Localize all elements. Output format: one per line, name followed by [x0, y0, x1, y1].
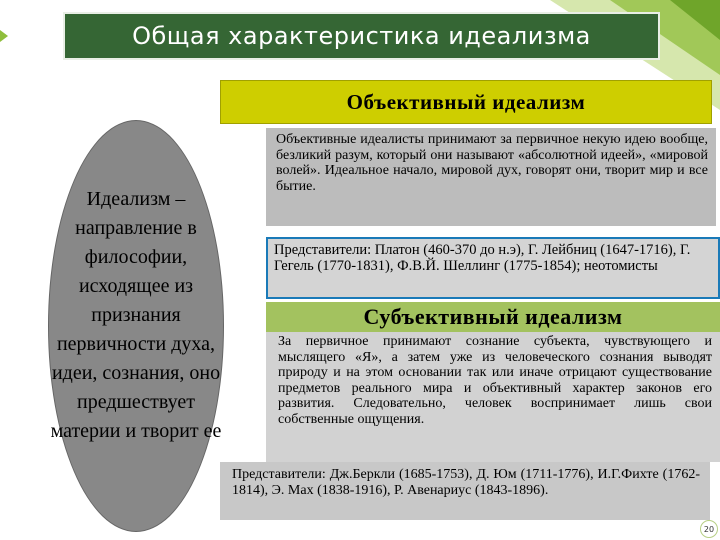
subjective-idealism-description: За первичное принимают сознание субъекта, чувствующего и мыслящего «Я», а затем уже из человеческого сознания выводят природу и на этом основании так или иначе отрицают существование предметов реального мира и объективный характер законов его развития. Следовательно, человек воспринимает лишь свои собственные ощущения.	[266, 332, 720, 462]
objective-idealism-title: Объективный идеализм	[346, 89, 586, 114]
objective-idealism-description: Объективные идеалисты принимают за первичное некую идею вообще, безликий разум, который они называют «абсолютной идеей», «мировой волей». Идеальное начало, мировой дух, говорят они, творит мир и все бытие.	[266, 128, 716, 226]
subjective-idealism-representatives: Представители: Дж.Беркли (1685-1753), Д. Юм (1711-1776), И.Г.Фихте (1762-1814), Э. Мах (1838-1916), Р. Авенариус (1843-1896).	[220, 462, 710, 520]
slide-title: Общая характеристика идеализма	[132, 22, 591, 50]
definition-text: Идеализм – направление в философии, исходящее из признания первичности духа, идеи, сознания, оно предшествует материи и творит ее	[50, 187, 222, 442]
objective-idealism-representatives: Представители: Платон (460-370 до н.э), Г. Лейбниц (1647-1716), Г. Гегель (1770-1831), Ф.В.Й. Шеллинг (1775-1854); неотомисты	[266, 237, 720, 299]
slide-marker-icon	[0, 30, 8, 42]
objective-idealism-header	[220, 80, 712, 124]
subjective-idealism-title: Субъективный идеализм	[363, 304, 623, 329]
subjective-idealism-header	[266, 302, 720, 332]
page-number: 20	[700, 520, 718, 538]
slide-title-bar	[63, 12, 660, 60]
